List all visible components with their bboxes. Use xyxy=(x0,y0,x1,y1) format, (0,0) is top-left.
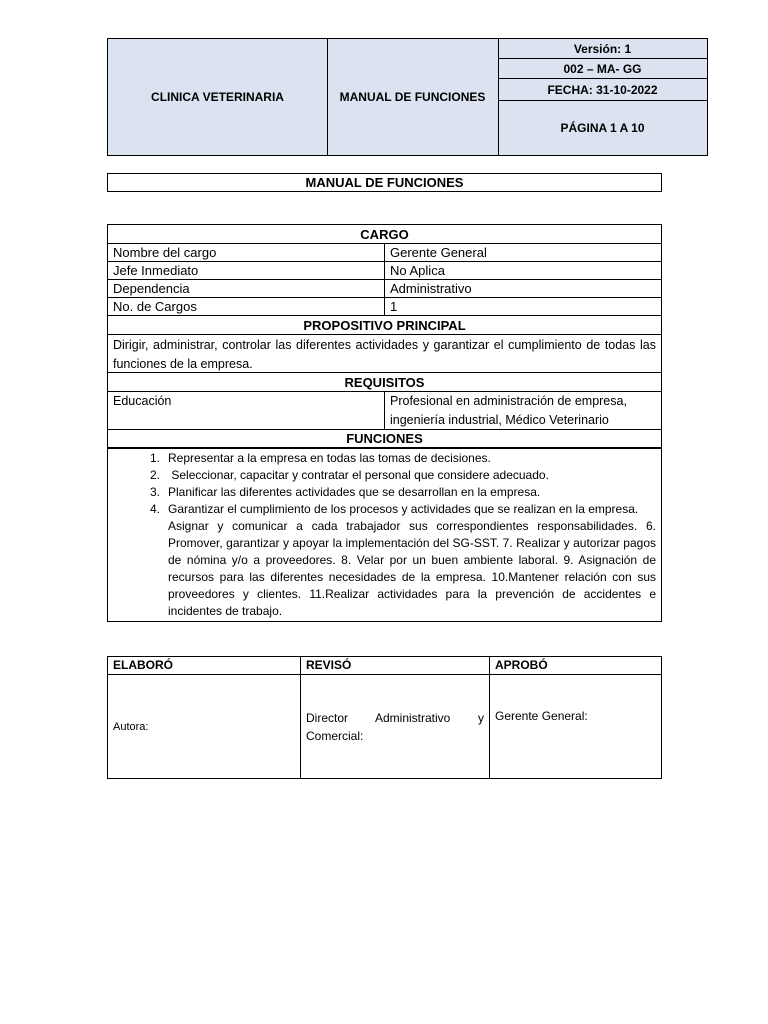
cargo-heading: CARGO xyxy=(108,225,661,244)
row-label: Nombre del cargo xyxy=(108,244,385,261)
list-item xyxy=(116,501,656,518)
funciones-heading: FUNCIONES xyxy=(108,430,661,449)
table-row xyxy=(108,280,661,298)
item-number: 1. xyxy=(149,451,160,465)
proposito-heading: PROPOSITIVO PRINCIPAL xyxy=(108,316,661,335)
reviso-column xyxy=(301,657,490,778)
item-text: Representar a la empresa en todas las tomas de decisiones. xyxy=(168,451,491,465)
educacion-value: Profesional en administración de empresa, ingeniería industrial, Médico Veterinario xyxy=(390,394,627,427)
proposito-text: Dirigir, administrar, controlar las diferentes actividades y garantizar el cumplimiento de todas las funciones de la empresa. xyxy=(108,335,661,373)
aprobo-text: Gerente General: xyxy=(495,709,588,723)
elaboro-heading: ELABORÓ xyxy=(108,657,300,675)
item-text: Seleccionar, capacitar y contratar el personal que considere adecuado. xyxy=(168,468,549,482)
educacion-label: Educación xyxy=(108,392,385,429)
manual-name: MANUAL DE FUNCIONES xyxy=(327,39,499,155)
table-row xyxy=(108,298,661,316)
document-meta xyxy=(498,39,707,155)
document-date: FECHA: 31-10-2022 xyxy=(498,79,707,101)
row-label: Dependencia xyxy=(108,280,385,297)
item-number: 4. xyxy=(149,502,160,516)
row-value: 1 xyxy=(390,299,398,314)
row-label: Jefe Inmediato xyxy=(108,262,385,279)
row-value: Gerente General xyxy=(390,245,487,260)
version: Versión: 1 xyxy=(498,39,707,59)
row-value: No Aplica xyxy=(390,263,445,278)
signature-table xyxy=(107,656,662,779)
reviso-heading: REVISÓ xyxy=(301,657,489,675)
document-header xyxy=(107,38,708,156)
elaboro-column xyxy=(108,657,301,778)
funciones-list xyxy=(108,449,661,621)
funciones-continuation: Asignar y comunicar a cada trabajador sus correspondientes responsabilidades. 6. Promover, garantizar y apoyar la implementación del SG-SST. 7. Realizar y autorizar pagos de nómina y/o a proveedores. 8. Velar por un buen ambiente laboral. 9. Asignación de recursos para las diferentes necesidades de la empresa. 10.Mantener relación con sus proveedores y clientes. 11.Realizar actividades para la prevención de accidentes e incidentes de trabajo. xyxy=(168,519,656,618)
elaboro-text: Autora: xyxy=(113,720,149,733)
company-name: CLINICA VETERINARIA xyxy=(108,39,328,155)
table-row xyxy=(108,262,661,280)
row-value: Administrativo xyxy=(390,281,472,296)
document-code: 002 – MA- GG xyxy=(498,59,707,79)
page-title: MANUAL DE FUNCIONES xyxy=(107,173,662,192)
list-item xyxy=(116,450,656,467)
aprobo-column xyxy=(490,657,661,778)
list-item xyxy=(116,484,656,501)
item-number: 2. xyxy=(149,468,160,482)
table-row xyxy=(108,244,661,262)
requisitos-heading: REQUISITOS xyxy=(108,373,661,392)
aprobo-heading: APROBÓ xyxy=(490,657,661,675)
cargo-table xyxy=(107,224,662,622)
educacion-row xyxy=(108,392,661,430)
row-label: No. de Cargos xyxy=(108,298,385,315)
item-number: 3. xyxy=(149,485,160,499)
page-count: PÁGINA 1 A 10 xyxy=(560,121,645,135)
reviso-text: Director Administrativo y Comercial: xyxy=(306,710,484,743)
list-item xyxy=(116,467,656,484)
item-text: Garantizar el cumplimiento de los procesos y actividades que se realizan en la empresa. xyxy=(168,502,639,516)
item-text: Planificar las diferentes actividades que se desarrollan en la empresa. xyxy=(168,485,541,499)
